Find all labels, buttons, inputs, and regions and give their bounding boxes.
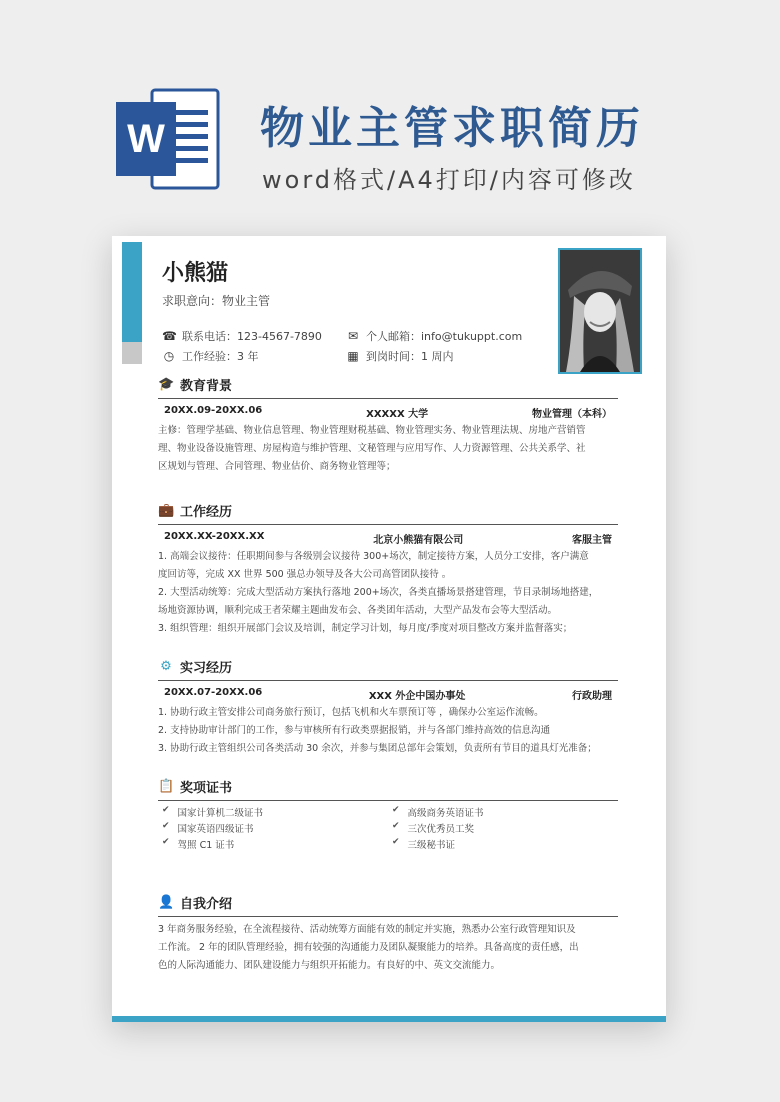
award-item: ✔ 国家计算机二级证书 xyxy=(162,805,264,819)
work-section xyxy=(158,500,618,638)
award-item: ✔ 国家英语四级证书 xyxy=(162,821,254,835)
graduation-cap-icon: 🎓 xyxy=(158,376,175,392)
edu-line: 区规划与管理、合同管理、物业估价、商务物业管理等； xyxy=(158,461,396,472)
banner-title: 物业主管求职简历 xyxy=(260,103,644,154)
clock-icon: ◷ xyxy=(163,349,175,363)
calendar-icon: ▦ xyxy=(347,349,359,363)
about-description xyxy=(158,921,618,975)
section-divider xyxy=(158,680,618,681)
intern-line: 3. 协助行政主管组织公司各类活动 30 余次，并参与集团总部年会策划，负责所有节目的道具灯光准备； xyxy=(158,743,597,754)
about-line: 色的人际沟通能力、团队建设能力与组织开拓能力。有良好的中、英文交流能力。 xyxy=(158,960,501,971)
word-logo-letter: W xyxy=(127,117,165,161)
check-icon: ✔ xyxy=(392,837,400,847)
section-title: 实习经历 xyxy=(180,660,233,676)
award-item: ✔ 三次优秀员工奖 xyxy=(392,821,475,835)
section-title: 自我介绍 xyxy=(180,896,233,912)
edu-description xyxy=(158,422,618,476)
section-divider xyxy=(158,524,618,525)
job-intent: 求职意向：物业主管 xyxy=(162,294,271,308)
briefcase-icon: 💼 xyxy=(158,502,175,518)
section-title: 工作经历 xyxy=(180,504,233,520)
awards-list xyxy=(158,805,618,851)
section-divider xyxy=(158,398,618,399)
check-icon: ✔ xyxy=(162,837,170,847)
check-icon: ✔ xyxy=(392,805,400,815)
accent-bar-gray xyxy=(122,342,142,364)
section-title: 教育背景 xyxy=(180,378,233,394)
arrival-text: 到岗时间：1 周内 xyxy=(366,350,454,363)
award-item: ✔ 高级商务英语证书 xyxy=(392,805,484,819)
award-item: ✔ 驾照 C1 证书 xyxy=(162,837,235,851)
internship-section xyxy=(158,656,618,758)
work-line: 2. 大型活动统筹：完成大型活动方案执行落地 200+场次，各类直播场景搭建管理，节目录制场地搭建， xyxy=(158,587,599,598)
experience-text: 工作经验：3 年 xyxy=(182,350,259,363)
banner-subtitle: word格式/A4打印/内容可修改 xyxy=(262,166,636,194)
award-item: ✔ 三级秘书证 xyxy=(392,837,456,851)
intern-description xyxy=(158,704,618,758)
work-line: 场地资源协调，顺利完成王者荣耀主题曲发布会、各类团年活动，大型产品发布会等大型活动。 xyxy=(158,605,558,616)
contact-phone xyxy=(162,328,322,344)
certificate-icon: 📋 xyxy=(158,778,175,794)
check-icon: ✔ xyxy=(162,805,170,815)
work-company: 北京小熊猫有限公司 xyxy=(373,535,464,546)
person-icon: 👤 xyxy=(158,894,175,910)
awards-section xyxy=(158,776,618,851)
work-description xyxy=(158,548,618,638)
work-line: 3. 组织管理：组织开展部门会议及培训，制定学习计划，每月度/季度对项目整改方案并监督落实； xyxy=(158,623,573,634)
intern-date: 20XX.07-20XX.06 xyxy=(164,687,263,698)
contact-experience xyxy=(162,348,259,364)
edu-major: 物业管理（本科） xyxy=(531,409,612,420)
phone-icon: ☎ xyxy=(162,329,177,343)
check-icon: ✔ xyxy=(162,821,170,831)
section-title: 奖项证书 xyxy=(180,780,233,796)
work-role: 客服主管 xyxy=(571,535,612,546)
section-divider xyxy=(158,916,618,917)
portrait-image xyxy=(560,250,640,372)
work-line: 1. 高端会议接待：任职期间参与各级别会议接待 300+场次，制定接待方案，人员分工安排，客户满意 xyxy=(158,551,589,562)
word-logo-icon xyxy=(112,84,222,194)
about-section xyxy=(158,892,618,975)
about-line: 3 年商务服务经验，在全流程接待、活动统筹方面能有效的制定并实施，熟悉办公室行政管理知识及 xyxy=(158,924,576,935)
check-icon: ✔ xyxy=(392,821,400,831)
intern-line: 2. 支持协助审计部门的工作，参与审核所有行政类票据报销，并与各部门维持高效的信息沟通 xyxy=(158,725,551,736)
footer-accent-bar xyxy=(112,1016,666,1022)
email-text: 个人邮箱：info@tukuppt.com xyxy=(366,330,523,343)
mail-icon: ✉ xyxy=(347,329,359,343)
intern-role: 行政助理 xyxy=(571,691,612,702)
contact-email xyxy=(346,328,522,344)
edu-line: 理、物业设备设施管理、房屋构造与维护管理、文秘管理与应用写作、人力资源管理、公共关系学、社 xyxy=(158,443,586,454)
education-section xyxy=(158,374,618,476)
about-line: 工作流。 2 年的团队管理经验，拥有较强的沟通能力及团队凝聚能力的培养。具备高度的责任感，出 xyxy=(158,942,579,953)
contact-arrival xyxy=(346,348,454,364)
intern-line: 1. 协助行政主管安排公司商务旅行预订，包括飞机和火车票预订等 ，确保办公室运作流畅。 xyxy=(158,707,544,718)
edu-school: XXXXX 大学 xyxy=(366,409,429,420)
work-date: 20XX.XX-20XX.XX xyxy=(164,531,265,542)
candidate-name: 小熊猫 xyxy=(162,261,229,286)
phone-text: 联系电话：123-4567-7890 xyxy=(182,330,322,343)
intern-company: XXX 外企中国办事处 xyxy=(368,691,466,702)
section-divider xyxy=(158,800,618,801)
gear-icon: ⚙ xyxy=(160,658,172,674)
edu-date: 20XX.09-20XX.06 xyxy=(164,405,263,416)
edu-line: 主修：管理学基础、物业信息管理、物业管理财税基础、物业管理实务、物业管理法规、房地产营销管 xyxy=(158,425,586,436)
profile-photo xyxy=(558,248,642,374)
resume-page xyxy=(112,236,666,1022)
work-line: 度回访等，完成 XX 世界 500 强总办领导及各大公司高管团队接待 。 xyxy=(158,569,452,580)
accent-bar xyxy=(122,242,142,342)
